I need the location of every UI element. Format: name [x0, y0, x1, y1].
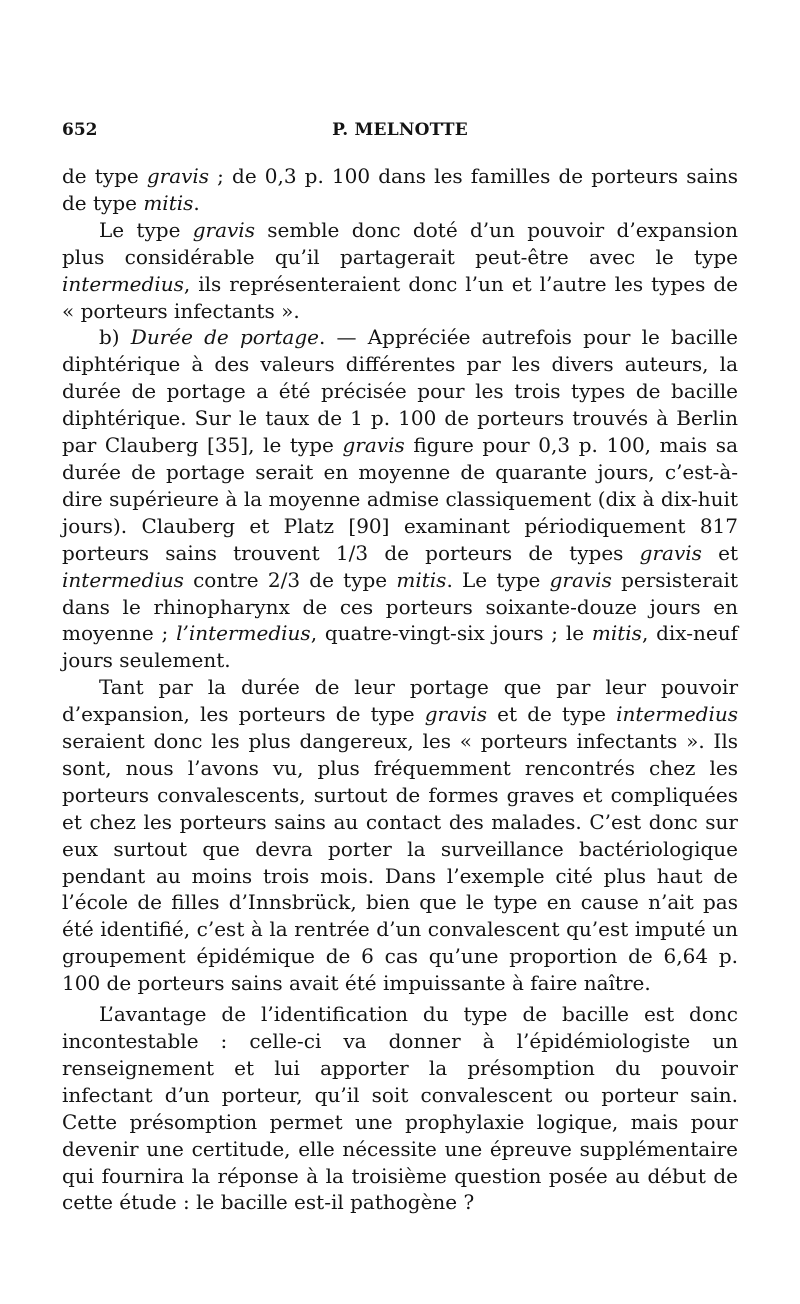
italic-term: intermedius — [616, 702, 739, 727]
italic-term: gravis — [424, 702, 487, 727]
italic-term: l’intermedius — [176, 621, 311, 646]
italic-term: gravis — [192, 217, 255, 242]
italic-term: gravis — [146, 164, 210, 188]
italic-term: mitis — [396, 567, 447, 592]
paragraph-porteurs-dangereux — [62, 674, 738, 997]
page-number: 652 — [62, 120, 98, 140]
text-run: et — [701, 540, 739, 565]
paragraph-continuation — [62, 163, 738, 217]
text-run: . — Appréciée autrefois pour le bacille diphtérique à des valeurs différentes par les divers auteurs, la durée de portage a été précisée pour les trois types de bacille diphtérique. Sur le taux de 1 p. 100 de porteurs trouvés à Berlin par Clauberg [35], le type — [62, 325, 738, 458]
text-run: Tant par la durée de leur portage que par leur pouvoir d’expansion, les porteurs de type — [62, 675, 738, 727]
text-run: ; de 0,3 p. 100 dans les familles de porteurs sains de type — [62, 164, 739, 215]
italic-term: mitis — [143, 190, 194, 215]
text-run: . — [193, 190, 200, 215]
text-run: seraient donc les plus dangereux, les « porteurs infectants ». Ils sont, nous l’avons vu, plus fréquemment rencontrés chez les porteurs convalescents, surtout de formes graves et compliquées et chez les porteurs sains au contact des malades. C’est donc sur eux surtout que devra porter la surveillance bactériologique pendant au moins trois mois. Dans l’exemple cité plus haut de l’école de filles d’Innsbrück, bien que le type en cause n’ait pas été identifié, c’est à la rentrée d’un convalescent qu’est imputé un groupement épidémique de 6 cas qu’une proportion de 6,64 p. 100 de porteurs sains avait été impuissante à faire naître. — [62, 729, 738, 996]
text-run: persisterait dans le rhinopharynx de ces porteurs soixante-douze jours en moyenne ; — [62, 567, 738, 646]
text-run: contre 2/3 de type — [183, 567, 397, 592]
italic-term: intermedius — [62, 567, 184, 592]
italic-term: gravis — [342, 433, 405, 458]
italic-term: gravis — [639, 540, 702, 565]
running-head — [62, 116, 738, 144]
italic-term: mitis — [591, 621, 642, 646]
text-run: , quatre-vingt-six jours ; le — [310, 621, 592, 646]
text-run: . Le type — [446, 567, 550, 592]
text-run: L’avantage de l’identification du type de bacille est donc incontestable : celle-ci va donner à l’épidémiologiste un renseignement et lui apporter la présomption du pouvoir infectant d’un porteur, qu’il soit convalescent ou porteur sain. Cette présomption permet une prophylaxie logique, mais pour devenir une certitude, elle nécessite une épreuve supplémentaire qui fournira la réponse à la troisième question posée au début de cette étude : le bacille est-il pathogène ? — [62, 1002, 738, 1215]
text-run: Le type — [99, 217, 193, 242]
text-run: b) — [99, 325, 131, 350]
paragraph-avantage-identification — [62, 1001, 738, 1216]
running-title: P. MELNOTTE — [332, 120, 468, 140]
italic-term: gravis — [549, 567, 612, 592]
text-run: semble donc doté d’un pouvoir d’expansion plus considérable qu’il partagerait peut-être avec le type — [62, 217, 738, 269]
italic-term: intermedius — [62, 271, 184, 296]
text-run: de type — [62, 164, 147, 188]
body-text — [62, 163, 738, 1216]
text-run: , dix-neuf jours seulement. — [62, 621, 738, 673]
paragraph-gravis-expansion — [62, 217, 738, 325]
italic-term: Durée de portage — [130, 325, 319, 350]
paragraph-duree-de-portage — [62, 324, 738, 674]
text-run: figure pour 0,3 p. 100, mais sa durée de portage serait en moyenne de quarante jours, c’est-à-dire supérieure à la moyenne admise classiquement (dix à dix-huit jours). Clauberg et Platz [90] examinant périodiquement 817 porteurs sains trouvent 1/3 de porteurs de types — [62, 433, 738, 565]
text-run: , ils représenteraient donc l’un et l’autre les types de « porteurs infectants ». — [62, 271, 738, 323]
text-run: et de type — [487, 702, 617, 727]
